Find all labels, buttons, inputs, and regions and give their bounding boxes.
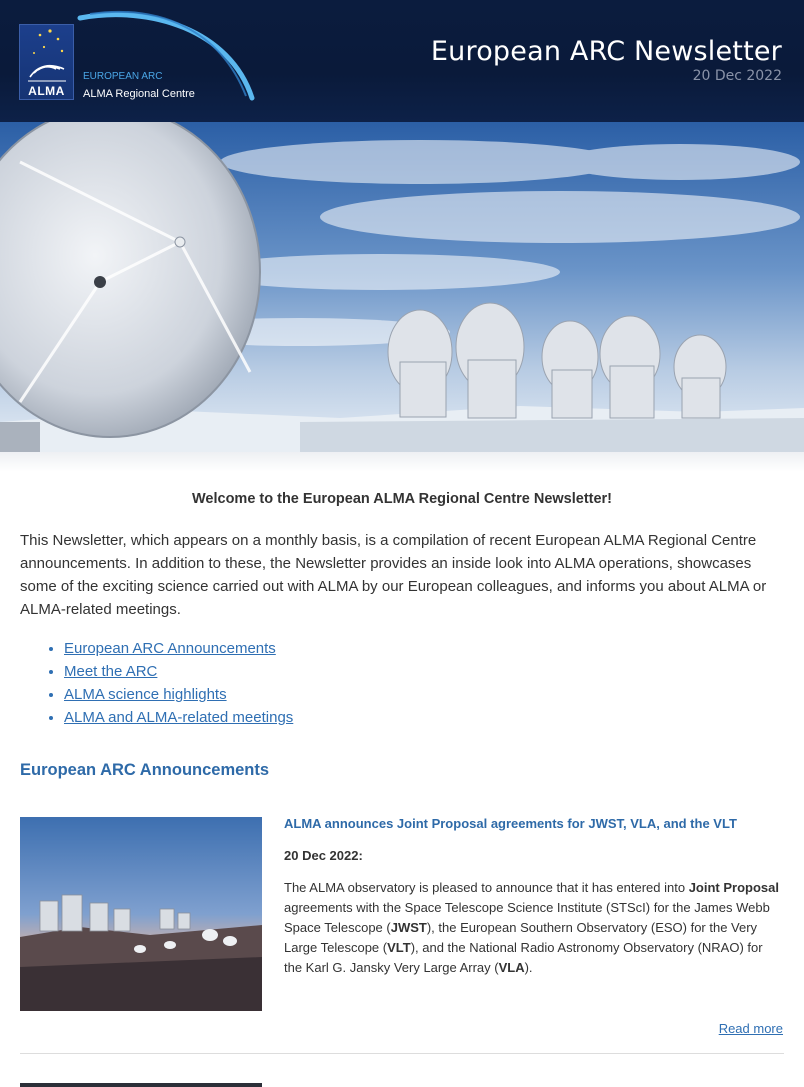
body-text: ). bbox=[524, 960, 533, 975]
toc-link-meetings[interactable]: ALMA and ALMA-related meetings bbox=[64, 709, 294, 726]
hero-fade bbox=[0, 452, 804, 472]
hero-antennas-image bbox=[0, 122, 804, 452]
welcome-heading: Welcome to the European ALMA Regional Centre Newsletter! bbox=[191, 491, 613, 507]
toc-link-science-highlights[interactable]: ALMA science highlights bbox=[64, 686, 227, 703]
body-text: ), the European Southern Observatory (ESO) for the Very Large Telescope ( bbox=[284, 920, 758, 955]
arc-subtitle: ALMA Regional Centre bbox=[83, 88, 195, 100]
toc-link-meet-the-arc[interactable]: Meet the ARC bbox=[64, 663, 158, 680]
body-text: agreements with the Space Telescope Science Institute (STScI) for the James Webb Space Telescope ( bbox=[284, 900, 770, 935]
toc-item bbox=[64, 706, 293, 729]
intro-paragraph: This Newsletter, which appears on a monthly basis, is a compilation of recent European ALMA Regional Centre announcements. In addition to these, the Newsletter provides an inside look into ALMA operations, showcases some of the exciting science carried out with ALMA by our European colleagues, and informs you about ALMA or ALMA-related meetings. bbox=[20, 532, 767, 618]
toc-item bbox=[64, 637, 293, 660]
next-article-thumbnail[interactable] bbox=[20, 1083, 262, 1087]
toc-item bbox=[64, 660, 293, 683]
body-bold: VLA bbox=[498, 960, 525, 975]
article-date: 20 Dec 2022: bbox=[284, 848, 363, 863]
alma-logo[interactable] bbox=[19, 24, 74, 100]
body-bold: Joint Proposal bbox=[688, 880, 779, 895]
logo-text: ALMA bbox=[28, 84, 65, 98]
article-divider bbox=[20, 1053, 784, 1054]
newsletter-header bbox=[0, 0, 804, 122]
toc-link-announcements[interactable]: European ARC Announcements bbox=[64, 640, 276, 657]
body-text: The ALMA observatory is pleased to announce that it has entered into bbox=[284, 880, 689, 895]
body-bold: VLT bbox=[387, 940, 411, 955]
body-bold: JWST bbox=[390, 920, 427, 935]
article-thumbnail[interactable] bbox=[20, 817, 262, 1011]
page-title: European ARC Newsletter bbox=[430, 36, 782, 67]
table-of-contents bbox=[44, 637, 293, 729]
read-more-link[interactable]: Read more bbox=[718, 1021, 783, 1036]
body-text: ), and the National Radio Astronomy Observatory (NRAO) for the Karl G. Jansky Very Large Array ( bbox=[284, 940, 763, 975]
section-heading: European ARC Announcements bbox=[20, 761, 270, 779]
arc-label: EUROPEAN ARC bbox=[83, 71, 163, 82]
article-title[interactable]: ALMA announces Joint Proposal agreements for JWST, VLA, and the VLT bbox=[284, 816, 737, 831]
issue-date: 20 Dec 2022 bbox=[692, 68, 782, 84]
toc-item bbox=[64, 683, 293, 706]
article-body bbox=[284, 878, 784, 978]
